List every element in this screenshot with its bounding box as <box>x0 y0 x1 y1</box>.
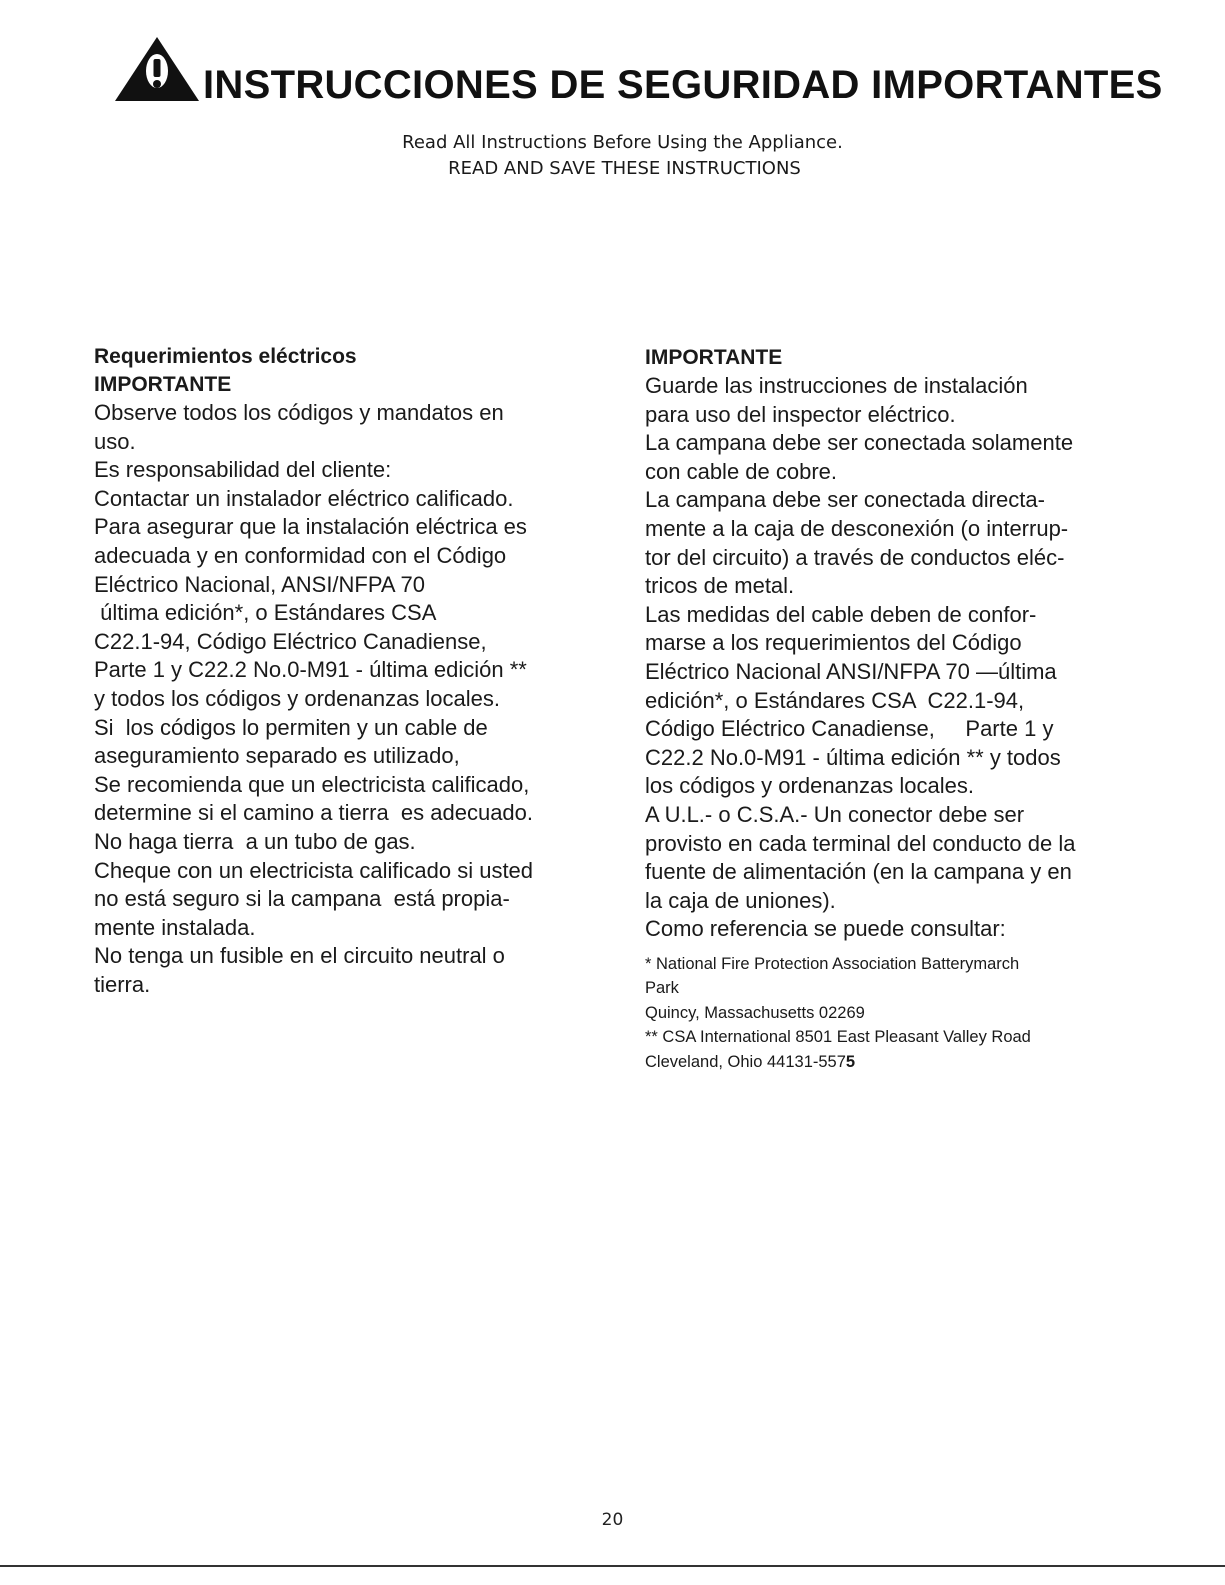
bottom-divider <box>0 1565 1225 1567</box>
body-line: Si los códigos lo permiten y un cable de <box>94 714 488 740</box>
footnotes <box>645 952 1125 1075</box>
body-line: aseguramiento separado es utilizado, <box>94 743 460 769</box>
body-line: Eléctrico Nacional ANSI/NFPA 70 —última <box>645 658 1057 684</box>
subtitle-read-instructions: Read All Instructions Before Using the Appliance. <box>402 132 843 153</box>
body-line: con cable de cobre. <box>645 458 838 484</box>
footnote-line: Quincy, Massachusetts 02269 <box>645 1003 865 1022</box>
body-line: C22.2 No.0-M91 - última edición ** y todos <box>645 744 1061 770</box>
important-heading-right: IMPORTANTE <box>645 346 783 369</box>
footnote-address-text: Cleveland, Ohio 44131-557 <box>645 1052 846 1071</box>
body-line: fuente de alimentación (en la campana y en <box>645 859 1072 885</box>
body-line: C22.1-94, Código Eléctrico Canadiense, <box>94 628 487 654</box>
right-column <box>645 344 1125 1074</box>
page-number: 20 <box>601 1510 624 1530</box>
body-line: y todos los códigos y ordenanzas locales. <box>94 685 501 711</box>
body-line: mente a la caja de desconexión (o interrup- <box>645 515 1069 541</box>
footnote-line: ** CSA International 8501 East Pleasant Valley Road <box>645 1028 1031 1047</box>
body-line: Guarde las instrucciones de instalación <box>645 373 1028 398</box>
page-title: INSTRUCCIONES DE SEGURIDAD IMPORTANTES <box>203 63 1163 107</box>
footnote-line-last <box>645 1050 1125 1075</box>
body-line: tierra. <box>94 971 151 997</box>
body-line: provisto en cada terminal del conducto de la <box>645 830 1076 856</box>
left-body-text <box>94 399 584 999</box>
body-line: tor del circuito) a través de conductos eléc- <box>645 544 1065 570</box>
body-line: A U.L.- o C.S.A.- Un conector debe ser <box>645 801 1025 827</box>
body-line: Cheque con un electricista calificado si usted <box>94 857 534 883</box>
body-line: Parte 1 y C22.2 No.0-M91 - última edición ** <box>94 657 527 683</box>
body-line: adecuada y en conformidad con el Código <box>94 542 507 568</box>
body-line: no está seguro si la campana está propia- <box>94 886 510 912</box>
section-heading-electrical: Requerimientos eléctricos <box>94 345 357 368</box>
page-header <box>0 30 1225 120</box>
footnote-line: Park <box>645 979 679 998</box>
body-line: tricos de metal. <box>645 573 795 599</box>
body-line: Observe todos los códigos y mandatos en <box>94 400 504 425</box>
subtitle <box>0 130 1225 182</box>
warning-triangle-icon <box>113 35 201 103</box>
body-line: la caja de uniones). <box>645 887 836 913</box>
body-line: No tenga un fusible en el circuito neutral o <box>94 943 505 969</box>
body-line: edición*, o Estándares CSA C22.1-94, <box>645 687 1025 713</box>
subtitle-save-instructions: READ AND SAVE THESE INSTRUCTIONS <box>448 158 801 179</box>
body-line: La campana debe ser conectada directa- <box>645 487 1045 513</box>
body-line: Como referencia se puede consultar: <box>645 916 1006 942</box>
body-line: La campana debe ser conectada solamente <box>645 430 1074 456</box>
body-line: Código Eléctrico Canadiense, Parte 1 y <box>645 716 1054 742</box>
body-line: última edición*, o Estándares CSA <box>94 600 437 626</box>
left-column <box>94 343 584 999</box>
body-line: uso. <box>94 428 136 454</box>
footnote-address-bold-digit: 5 <box>845 1052 856 1071</box>
body-line: Se recomienda que un electricista calificado, <box>94 771 530 797</box>
body-line: determine si el camino a tierra es adecuado. <box>94 800 534 826</box>
body-line: Eléctrico Nacional, ANSI/NFPA 70 <box>94 571 425 597</box>
body-line: Es responsabilidad del cliente: <box>94 457 392 483</box>
important-heading-left: IMPORTANTE <box>94 373 232 396</box>
right-body-text <box>645 372 1125 944</box>
body-line: marse a los requerimientos del Código <box>645 630 1022 656</box>
body-line: Las medidas del cable deben de confor- <box>645 601 1037 627</box>
body-line: No haga tierra a un tubo de gas. <box>94 828 416 854</box>
body-line: Contactar un instalador eléctrico calificado. <box>94 485 514 511</box>
body-line: los códigos y ordenanzas locales. <box>645 773 974 799</box>
body-line: mente instalada. <box>94 914 256 940</box>
body-line: para uso del inspector eléctrico. <box>645 401 956 427</box>
footnote-line: * National Fire Protection Association Batterymarch <box>645 954 1020 973</box>
body-line: Para asegurar que la instalación eléctrica es <box>94 514 527 540</box>
